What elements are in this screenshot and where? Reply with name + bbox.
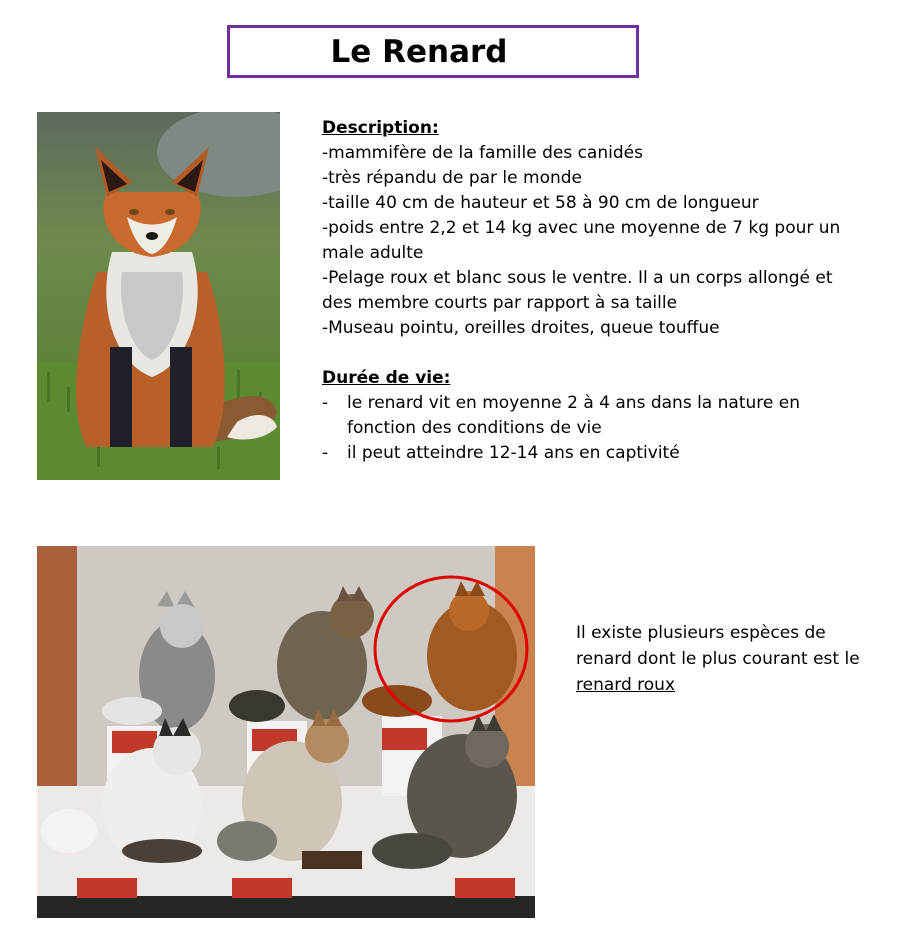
species-note (576, 620, 866, 698)
description-line: -poids entre 2,2 et 14 kg avec une moyenne de 7 kg pour un male adulte (322, 218, 841, 263)
page-title: Le Renard (330, 33, 508, 70)
bullet: - (322, 443, 329, 463)
description-line: -Pelage roux et blanc sous le ventre. Il a un corps allongé et des membre courts par rapport à sa taille (322, 268, 833, 313)
list-item (322, 441, 802, 466)
description-line: -très répandu de par le monde (322, 168, 582, 188)
fox-species-display-photo (37, 546, 535, 918)
species-note-text: Il existe plusieurs espèces de renard dont le plus courant est le (576, 623, 860, 669)
list-item (322, 391, 802, 441)
description-block (322, 116, 882, 466)
description-line: -taille 40 cm de hauteur et 58 à 90 cm de longueur (322, 193, 759, 213)
description-heading: Description: (322, 118, 439, 138)
red-fox-term: renard roux (576, 675, 676, 695)
lifespan-item: il peut atteindre 12-14 ans en captivité (347, 443, 680, 463)
description-line: -Museau pointu, oreilles droites, queue touffue (322, 318, 720, 338)
description-line: -mammifère de la famille des canidés (322, 143, 643, 163)
red-fox-photo (37, 112, 280, 480)
lifespan-heading: Durée de vie: (322, 368, 451, 388)
lifespan-item: le renard vit en moyenne 2 à 4 ans dans la nature en fonction des conditions de vie (347, 393, 800, 438)
title-box (227, 25, 639, 78)
lifespan-list (322, 391, 802, 466)
bullet: - (322, 393, 329, 413)
